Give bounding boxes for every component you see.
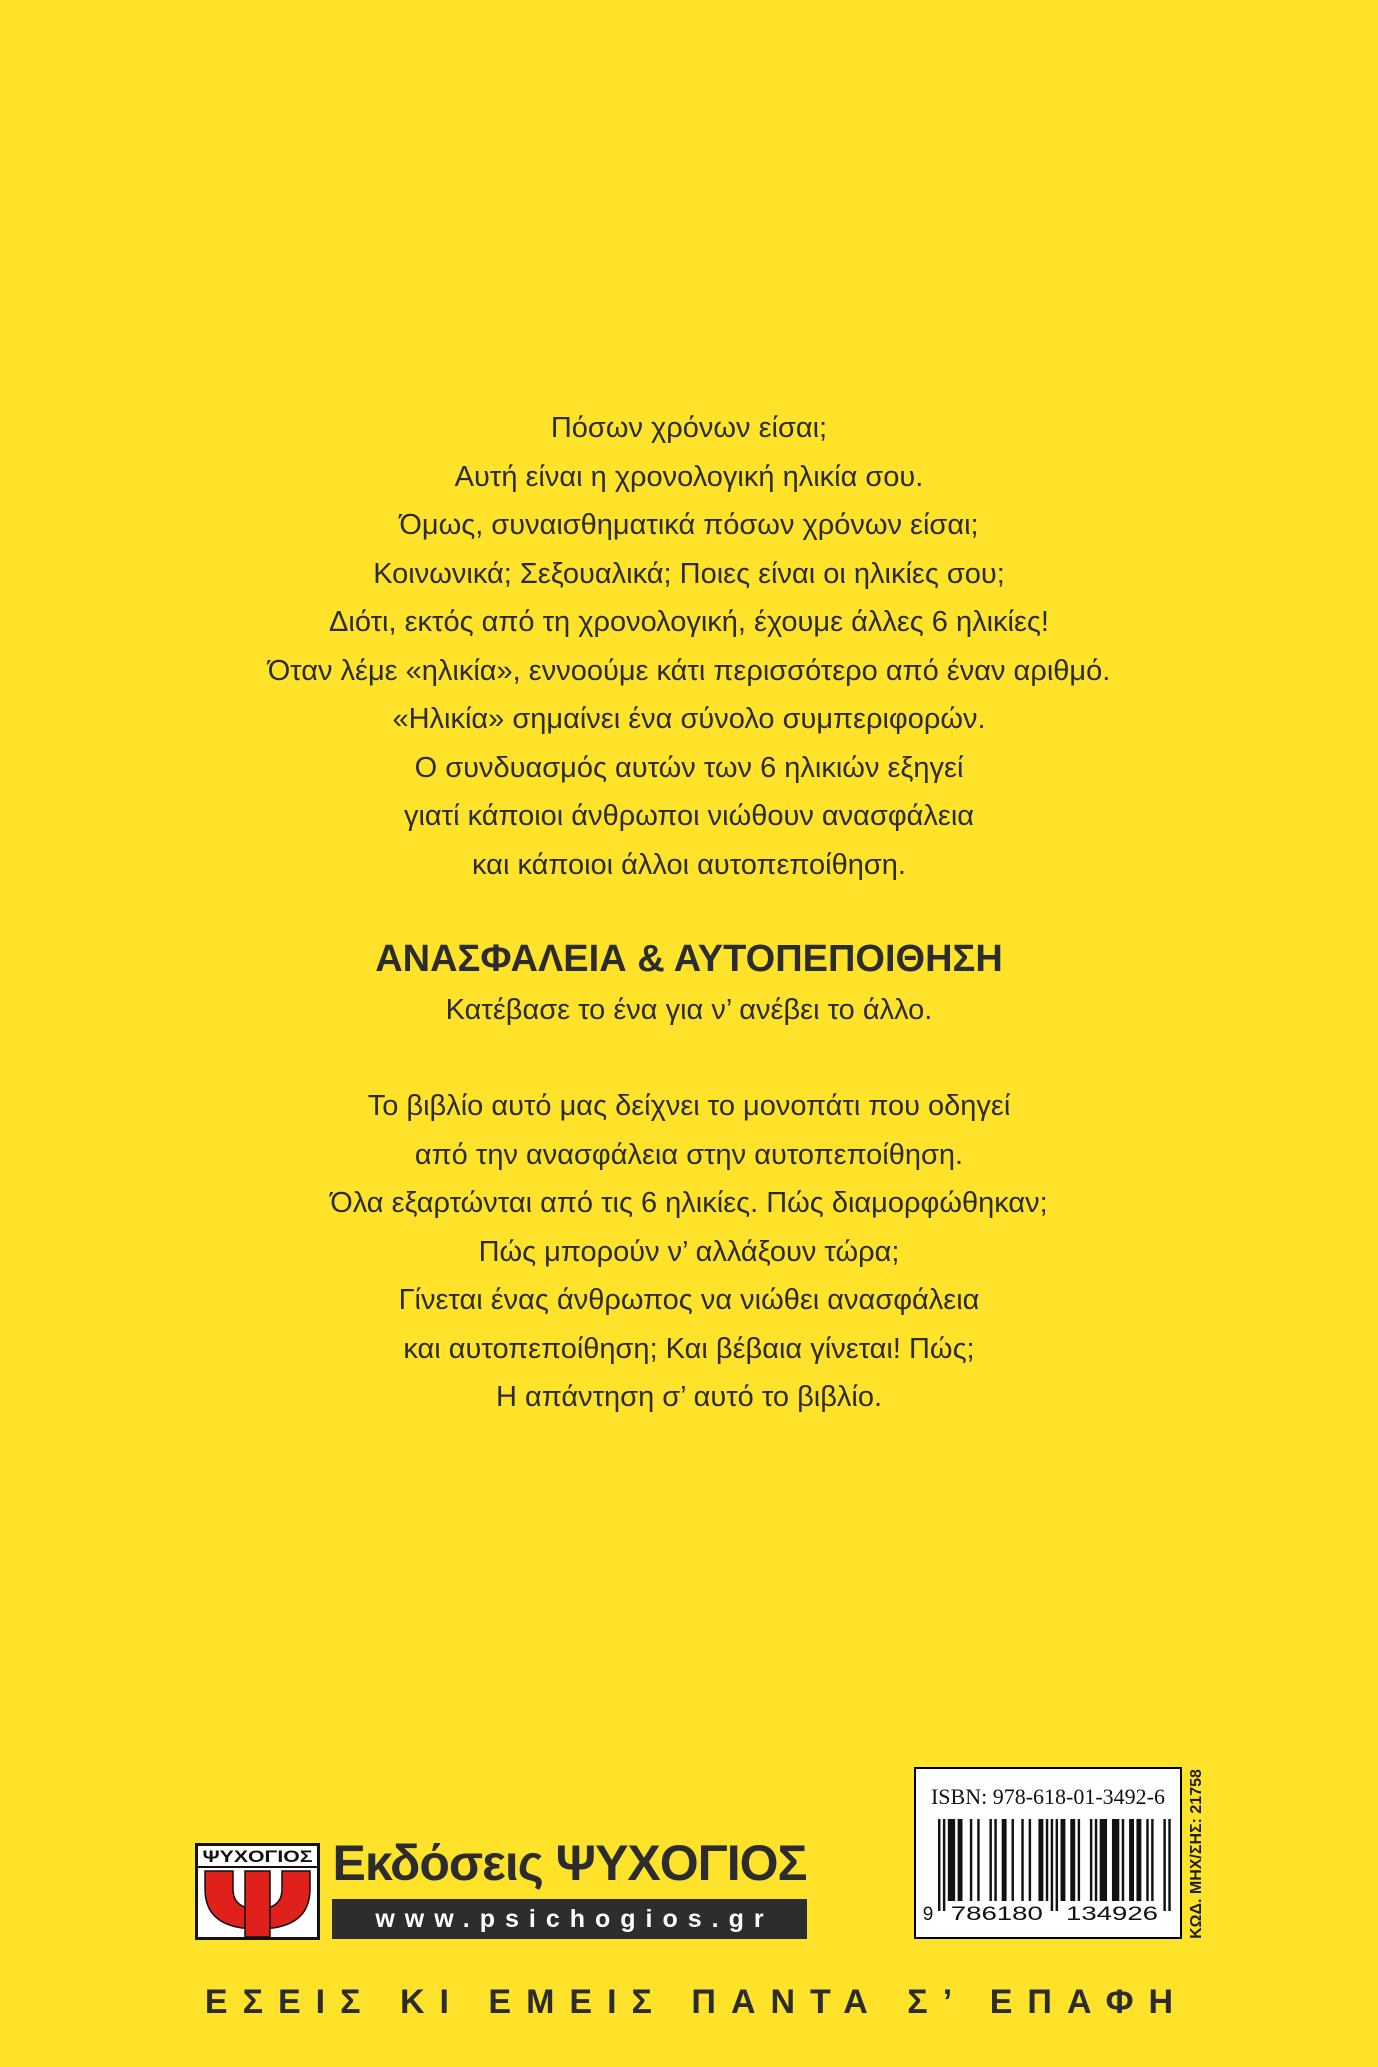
barcode-bar — [989, 1819, 991, 1901]
barcode-right-digits: 134926 — [1066, 1904, 1158, 1925]
barcode-bar — [1151, 1819, 1153, 1901]
barcode-bar — [1100, 1819, 1107, 1901]
barcode-guard-bar — [1168, 1819, 1170, 1911]
publisher-name: Εκδόσεις ΨΥΧΟΓΙΟΣ — [332, 1835, 807, 1891]
product-code-container — [1183, 1767, 1211, 1941]
barcode-guard-bar — [943, 1819, 945, 1911]
body-line: από την ανασφάλεια στην αυτοπεποίθηση. — [414, 1138, 964, 1171]
isbn-label: ISBN: 978-618-01-3492-6 — [930, 1784, 1166, 1809]
barcode-bar — [1046, 1819, 1048, 1901]
barcode-bar — [1002, 1819, 1007, 1901]
intro-line: Όμως, συναισθηματικά πόσων χρόνων είσαι; — [399, 509, 979, 541]
barcode — [920, 1813, 1174, 1925]
book-title-headline: ΑΝΑΣΦΑΛΕΙΑ & ΑΥΤΟΠΕΠΟΙΘΗΣΗ — [375, 938, 1003, 980]
product-code: ΚΩΔ. ΜΗΧ/ΣΗΣ: 21758 — [1188, 1769, 1205, 1939]
barcode-bar — [1095, 1819, 1097, 1901]
barcode-bar — [1122, 1819, 1124, 1901]
barcode-bar — [1070, 1819, 1075, 1901]
barcode-first-digit: 9 — [922, 1904, 934, 1925]
barcode-bar — [977, 1819, 979, 1901]
body-line: Η απάντηση σ’ αυτό το βιβλίο. — [495, 1381, 883, 1413]
intro-line: Αυτή είναι η χρονολογική ηλικία σου. — [454, 460, 924, 493]
intro-line: Όταν λέμε «ηλικία», εννοούμε κάτι περισσότερο από έναν αριθμό. — [267, 654, 1111, 687]
publisher-website: www.psichogios.gr — [375, 1905, 774, 1933]
barcode-bar — [994, 1819, 996, 1901]
intro-line: Ο συνδυασμός αυτών των 6 ηλικιών εξηγεί — [414, 751, 964, 784]
body-line: και αυτοπεποίθηση; Και βέβαια γίνεται! Πώς; — [403, 1332, 975, 1365]
intro-line: Διότι, εκτός από τη χρονολογική, έχουμε άλλες 6 ηλικίες! — [329, 606, 1049, 638]
barcode-bar — [1078, 1819, 1080, 1901]
website-bar — [332, 1899, 807, 1939]
book-tagline: Κατέβασε το ένα για ν’ ανέβει το άλλο. — [445, 994, 933, 1026]
barcode-bar — [1021, 1819, 1023, 1901]
barcode-left-digits: 786180 — [950, 1904, 1043, 1925]
intro-line: και κάποιοι άλλοι αυτοπεποίθηση. — [472, 848, 906, 881]
barcode-bar — [1038, 1819, 1043, 1901]
barcode-bar — [1146, 1819, 1148, 1901]
barcode-guard-bar — [1051, 1819, 1053, 1911]
barcode-bar — [1061, 1819, 1066, 1901]
barcode-bar — [970, 1819, 972, 1901]
barcode-guard-bar — [1056, 1819, 1058, 1911]
intro-line: Πόσων χρόνων είσαι; — [550, 412, 828, 444]
body-line: Το βιβλίο αυτό μας δείχνει το μονοπάτι που οδηγεί — [367, 1090, 1011, 1122]
barcode-bar — [1029, 1819, 1031, 1901]
barcode-bar — [948, 1819, 955, 1901]
barcode-bar — [1012, 1819, 1014, 1901]
body-line: Γίνεται ένας άνθρωπος να νιώθει ανασφάλεια — [398, 1284, 980, 1316]
body-paragraph — [0, 1082, 1378, 1422]
barcode-guard-bar — [1163, 1819, 1165, 1911]
intro-line: «Ηλικία» σημαίνει ένα σύνολο συμπεριφορών. — [392, 703, 986, 735]
publisher-slogan: ΕΣΕΙΣ ΚΙ ΕΜΕΙΣ ΠΑΝΤΑ Σ’ ΕΠΑΦΗ — [204, 1983, 1189, 2021]
publisher-logo — [195, 1843, 320, 1940]
barcode-bar — [958, 1819, 963, 1901]
logo-text: ΨΥΧΟΓΙΟΣ — [202, 1847, 313, 1866]
isbn-barcode-box — [914, 1767, 1182, 1939]
intro-line: γιατί κάποιοι άνθρωποι νιώθουν ανασφάλεια — [403, 800, 975, 832]
intro-line: Κοινωνικά; Σεξουαλικά; Ποιες είναι οι ηλικίες σου; — [373, 557, 1005, 590]
barcode-bar — [1129, 1819, 1134, 1901]
barcode-bar — [1090, 1819, 1092, 1901]
barcode-bar — [1112, 1819, 1119, 1901]
barcode-bar — [1136, 1819, 1141, 1901]
barcode-guard-bar — [938, 1819, 940, 1911]
body-line: Πώς μπορούν ν’ αλλάξουν τώρα; — [478, 1235, 900, 1268]
body-line: Όλα εξαρτώνται από τις 6 ηλικίες. Πώς διαμορφώθηκαν; — [330, 1187, 1048, 1219]
intro-paragraph — [0, 404, 1378, 889]
